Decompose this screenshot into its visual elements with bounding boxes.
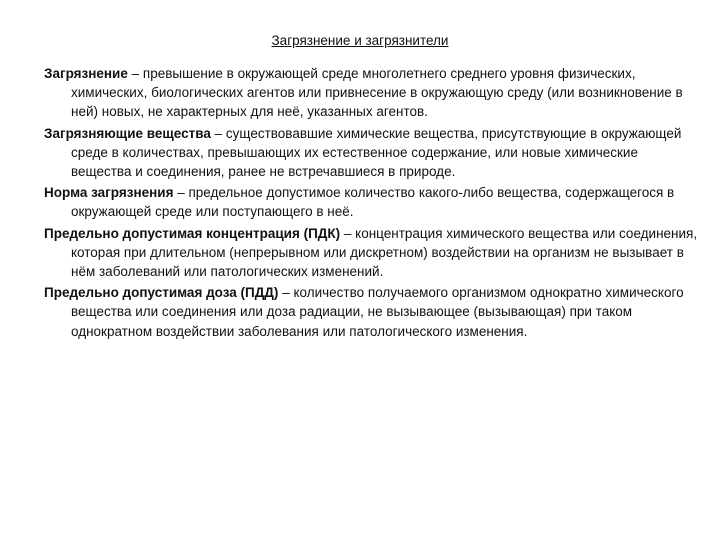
- definition-text: – существовавшие химические вещества, присутствующие в окружающей среде в количествах, превышающих их естественное содержание, или новые химические вещества и соединения, ранее не встречавшиеся в природе.: [71, 125, 682, 180]
- definition-text: – предельное допустимое количество какого-либо вещества, содержащегося в окружающей среде или поступающего в неё.: [71, 185, 675, 220]
- definition-item: [44, 124, 698, 182]
- definition-text: – концентрация химического вещества или соединения, которая при длительном (непрерывном или дискретном) воздействии на организм не вызывает в нём заболеваний или патологических изменений.: [71, 225, 698, 280]
- definition-term: Загрязняющие вещества: [44, 125, 211, 141]
- definition-text: – количество получаемого организмом однократно химического вещества или соединения или доза радиации, не вызывающее (вызывающая) при таком однократном воздействии заболевания или патологического изменения.: [71, 285, 684, 339]
- page-title: Загрязнение и загрязнители: [271, 33, 449, 48]
- definition-term: Предельно допустимая концентрация (ПДК): [44, 225, 341, 241]
- definition-text: – превышение в окружающей среде многолетнего среднего уровня физических, химических, биологических агентов или привнесение в окружающую среду (или возникновение в ней) новых, не характерных для неё, указанных агентов.: [71, 66, 683, 120]
- definition-item: [44, 64, 698, 122]
- definition-item: [44, 183, 698, 221]
- definition-term: Предельно допустимая доза (ПДД): [44, 285, 279, 301]
- definition-term: Загрязнение: [44, 66, 128, 81]
- definition-item: [44, 224, 698, 282]
- definition-term: Норма загрязнения: [44, 185, 174, 201]
- definitions-list: [44, 64, 698, 343]
- definition-item: [44, 283, 698, 341]
